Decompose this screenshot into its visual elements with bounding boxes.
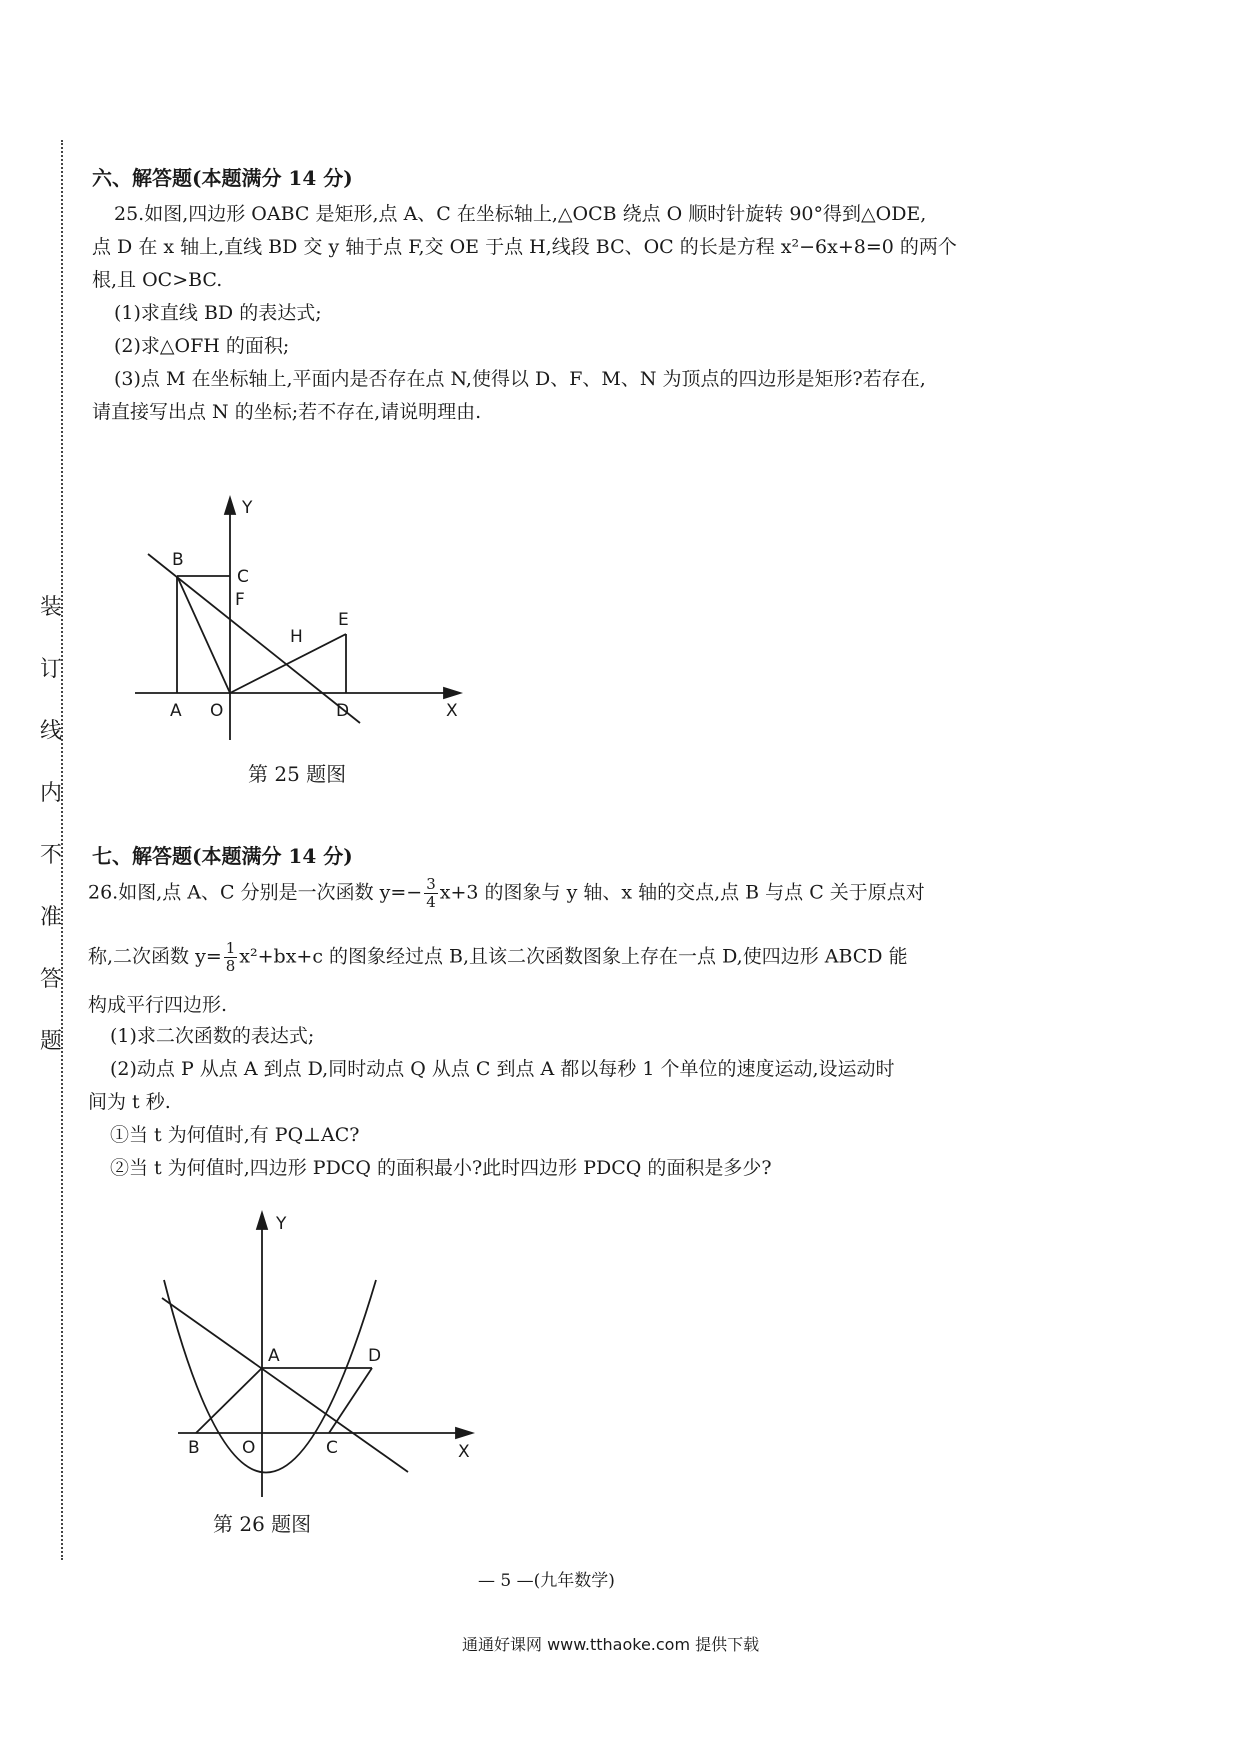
label-b: B xyxy=(172,550,184,570)
label-c: C xyxy=(326,1438,338,1458)
figure-25-caption: 第 25 题图 xyxy=(248,762,347,786)
section-title-6: 六、解答题(本题满分 14 分) xyxy=(92,166,353,190)
q25-stem-line: 点 D 在 x 轴上,直线 BD 交 y 轴于点 F,交 OE 于点 H,线段 BC、OC 的长是方程 x²−6x+8=0 的两个 xyxy=(92,236,957,258)
label-y: Y xyxy=(276,1214,287,1234)
figure-26 xyxy=(150,1205,490,1505)
segment-bo xyxy=(177,576,230,693)
fraction-denominator: 8 xyxy=(225,957,236,975)
q26-text: 26.如图,点 A、C 分别是一次函数 y=− xyxy=(88,881,423,904)
q26-stem-line-2 xyxy=(88,940,908,975)
q26-stem-line-1 xyxy=(88,876,925,911)
q26-text: x+3 的图象与 y 轴、x 轴的交点,点 B 与点 C 关于原点对 xyxy=(439,881,925,904)
binding-char: 题 xyxy=(40,1029,63,1054)
y-axis-arrow xyxy=(225,498,235,514)
label-c: C xyxy=(237,567,249,587)
segment-oe xyxy=(230,634,346,693)
label-x: X xyxy=(446,701,458,721)
fraction xyxy=(224,940,238,975)
y-axis-arrow xyxy=(257,1213,267,1229)
q25-stem-line: 25.如图,四边形 OABC 是矩形,点 A、C 在坐标轴上,△OCB 绕点 O 顺时针旋转 90°得到△ODE, xyxy=(114,203,927,225)
label-d: D xyxy=(368,1346,382,1366)
fraction-numerator: 3 xyxy=(426,875,436,893)
q25-sub-q2: (2)求△OFH 的面积; xyxy=(114,335,290,357)
q26-sub-q2-i: ①当 t 为何值时,有 PQ⊥AC? xyxy=(110,1124,360,1146)
binding-char: 准 xyxy=(40,905,63,930)
label-e: E xyxy=(338,610,349,630)
binding-char: 内 xyxy=(40,781,63,806)
q25-stem-line: 根,且 OC>BC. xyxy=(92,269,223,291)
q26-text: x²+bx+c 的图象经过点 B,且该二次函数图象上存在一点 D,使四边形 ABCD 能 xyxy=(239,945,908,968)
binding-char: 线 xyxy=(40,719,63,744)
q26-text: 称,二次函数 y= xyxy=(88,945,222,968)
segment-ab xyxy=(196,1368,262,1433)
segment-dc xyxy=(329,1368,372,1433)
label-f: F xyxy=(235,590,245,610)
binding-char: 订 xyxy=(40,657,63,682)
q26-sub-q2-line: (2)动点 P 从点 A 到点 D,同时动点 Q 从点 C 到点 A 都以每秒 1 个单位的速度运动,设运动时 xyxy=(110,1058,895,1080)
label-h: H xyxy=(290,627,303,647)
q26-stem-line-3: 构成平行四边形. xyxy=(88,994,228,1016)
x-axis-arrow xyxy=(456,1428,472,1438)
q25-sub-q3-line: 请直接写出点 N 的坐标;若不存在,请说明理由. xyxy=(92,401,482,423)
figure-25 xyxy=(130,490,470,750)
footer-credit: 通通好课网 www.tthaoke.com 提供下载 xyxy=(462,1635,760,1654)
label-y: Y xyxy=(242,498,253,518)
label-a: A xyxy=(170,701,182,721)
binding-char: 不 xyxy=(40,843,63,868)
line-bd xyxy=(148,554,360,723)
page-number: — 5 —(九年数学) xyxy=(478,1571,615,1591)
label-b: B xyxy=(188,1438,200,1458)
label-x: X xyxy=(458,1442,470,1462)
binding-char: 装 xyxy=(40,595,63,620)
label-a: A xyxy=(268,1346,280,1366)
q26-subquestions xyxy=(88,1020,895,1185)
q25-sub-q3-line: (3)点 M 在坐标轴上,平面内是否存在点 N,使得以 D、F、M、N 为顶点的四边形是矩形?若存在, xyxy=(114,368,926,390)
label-o: O xyxy=(210,701,224,721)
q26-sub-q1: (1)求二次函数的表达式; xyxy=(110,1025,315,1047)
section-title-7: 七、解答题(本题满分 14 分) xyxy=(92,844,353,868)
q25-stem xyxy=(92,198,957,429)
q26-sub-q2-ii: ②当 t 为何值时,四边形 PDCQ 的面积最小?此时四边形 PDCQ 的面积是多少? xyxy=(110,1157,772,1179)
label-o: O xyxy=(242,1438,256,1458)
figure-26-caption: 第 26 题图 xyxy=(213,1512,312,1536)
q25-sub-q1: (1)求直线 BD 的表达式; xyxy=(114,302,322,324)
fraction-numerator: 1 xyxy=(225,939,236,957)
fraction xyxy=(424,876,438,911)
q26-sub-q2-line: 间为 t 秒. xyxy=(88,1091,171,1113)
binding-char: 答 xyxy=(40,967,63,992)
fraction-denominator: 4 xyxy=(426,893,436,911)
x-axis-arrow xyxy=(444,688,460,698)
label-d: D xyxy=(336,701,350,721)
